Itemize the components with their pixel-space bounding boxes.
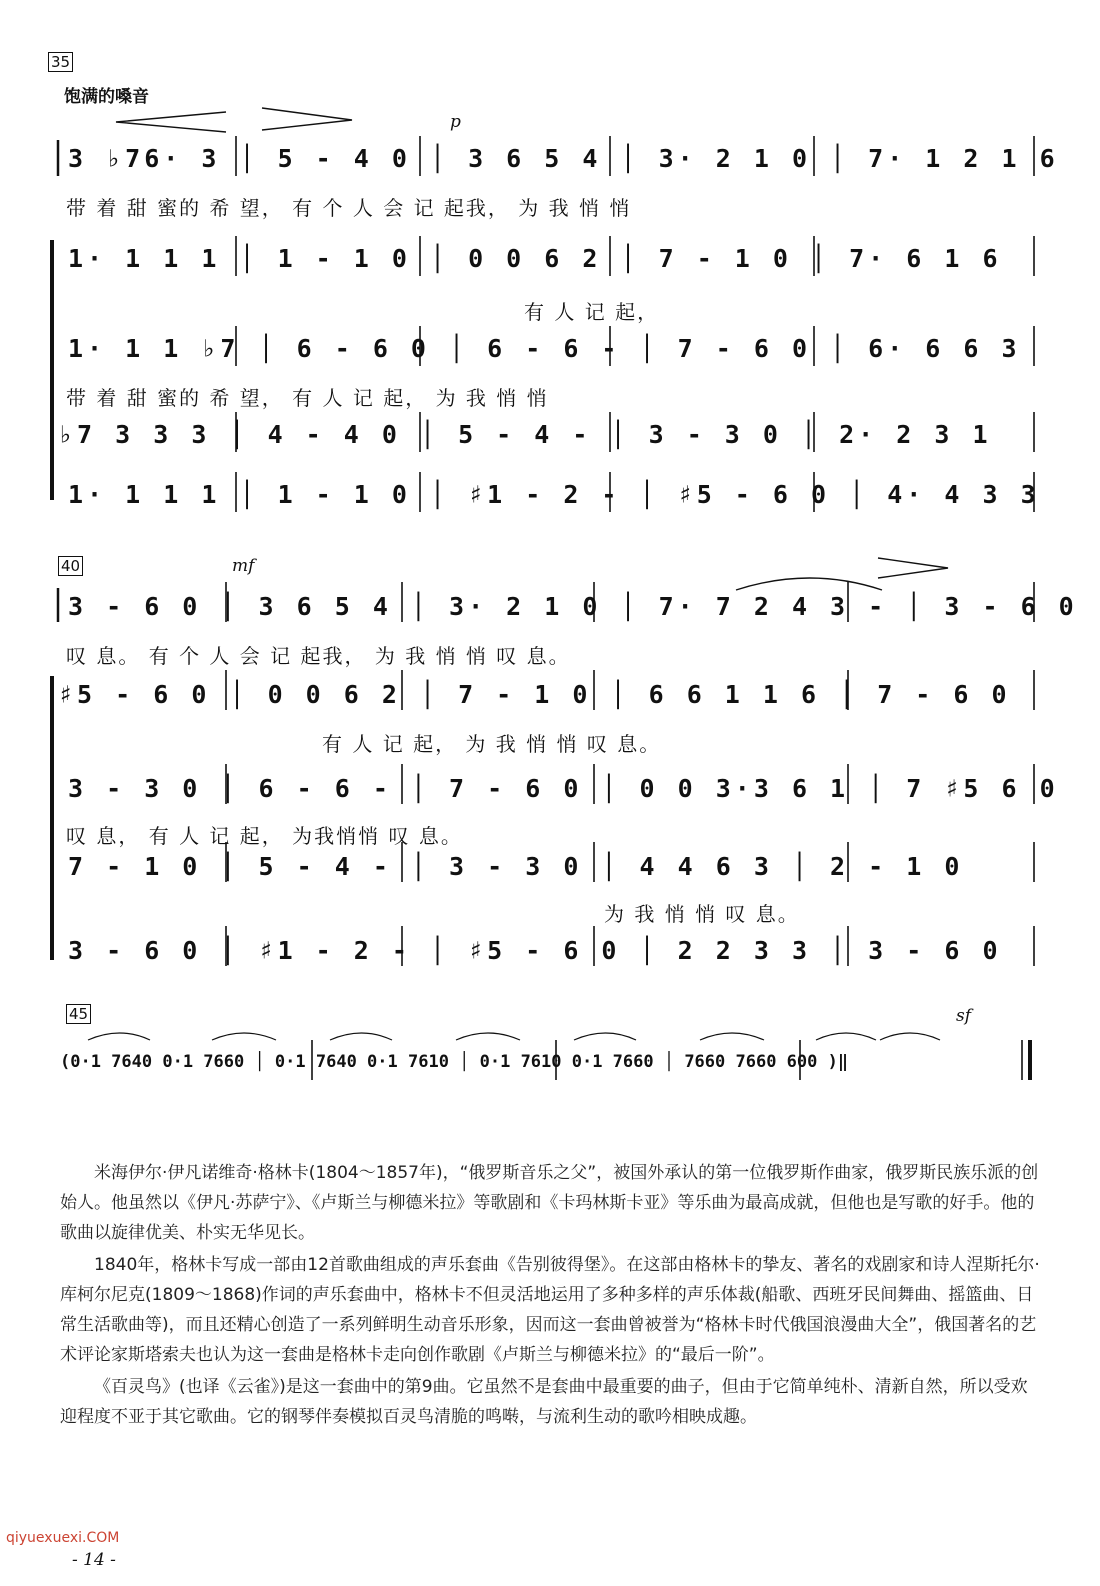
paragraph-3: 《百灵鸟》(也译《云雀》)是这一套曲中的第9曲。它虽然不是套曲中最重要的曲子，但由于它简单纯朴、清新自然，所以受欢迎程度不亚于其它歌曲。它的钢琴伴奏模拟百灵鸟清脆的鸣啭，与流利生动的歌吟相映成趣。 xyxy=(60,1377,1028,1427)
bass1-lyrics-2: 为 我 悄 悄 叹 息。 xyxy=(604,902,800,926)
dynamic-sf: sf xyxy=(956,1006,972,1026)
alto-notes-1: 1· 1 1 1 │ 1 - 1 0 │ 0 0 6 2 │ 7 - 1 0 │ 7· 6 1 6 xyxy=(68,244,1002,273)
bass2-notes-2: 3 - 6 0 │ ♯1 - 2 - │ ♯5 - 6 0 │ 2 2 3 3 │ 3 - 6 0 xyxy=(68,936,1002,965)
soprano-lyrics-1: 带 着 甜 蜜的 希 望， 有 个 人 会 记 起我， 为 我 悄 悄 xyxy=(66,196,632,220)
piano-accompaniment: (0·1 7640 0·1 7660 │ 0·1 7640 0·1 7610 │ 0·1 7610 0·1 7660 │ 7660 7660 600 )‖ xyxy=(60,1052,849,1072)
article-text xyxy=(60,1158,1040,1434)
tenor-lyrics-2: 叹 息， 有 人 记 起， 为我悄悄 叹 息。 xyxy=(66,824,463,848)
bass2-notes-1: 1· 1 1 1 │ 1 - 1 0 │ ♯1 - 2 - │ ♯5 - 6 0 │ 4· 4 3 3 xyxy=(68,480,1040,509)
bass1-notes-1: ♭7 3 3 3 │ 4 - 4 0 │ 5 - 4 - │ 3 - 3 0 │ 2· 2 3 1 xyxy=(58,420,992,449)
soprano-lyrics-2: 叹 息。 有 个 人 会 记 起我， 为 我 悄 悄 叹 息。 xyxy=(66,644,571,668)
soprano-notes-1: 3 ♭76· 3 │ 5 - 4 0 │ 3 6 5 4 │ 3· 2 1 0 │ 7· 1 2 1 6 xyxy=(68,144,1059,173)
tenor-notes-1: 1· 1 1 ♭7 │ 6 - 6 0 │ 6 - 6 - │ 7 - 6 0 │ 6· 6 6 3 xyxy=(68,334,1021,363)
alto-lyrics-2: 有 人 记 起， 为 我 悄 悄 叹 息。 xyxy=(322,732,662,756)
alto-notes-2: ♯5 - 6 0 │ 0 0 6 2 │ 7 - 1 0 │ 6 6 1 1 6 │ 7 - 6 0 xyxy=(58,680,1011,709)
dynamic-p: p xyxy=(450,112,461,132)
measure-number-40: 40 xyxy=(58,556,83,576)
watermark: qiyuexuexi.COM xyxy=(6,1530,120,1546)
paragraph-2: 1840年，格林卡写成一部由12首歌曲组成的声乐套曲《告别彼得堡》。在这部由格林卡的挚友、著名的戏剧家和诗人涅斯托尔·库柯尔尼克(1809～1868)作词的声乐套曲中，格林卡不但灵活地运用了多种多样的声乐体裁(船歌、西班牙民间舞曲、摇篮曲、日常生活歌曲等)，而且还精心创造了一系列鲜明生动音乐形象，因而这一套曲曾被誉为“格林卡时代俄国浪漫曲大全”，俄国著名的艺术评论家斯塔索夫也认为这一套曲是格林卡走向创作歌剧《卢斯兰与柳德米拉》的“最后一阶”。 xyxy=(60,1255,1040,1365)
soprano-notes-2: 3 - 6 0 │ 3 6 5 4 │ 3· 2 1 0 │ 7· 7 2 4 3 - │ 3 - 6 0 xyxy=(68,592,1078,621)
alto-lyrics-1: 有 人 记 起， xyxy=(524,300,660,324)
bass1-notes-2: 7 - 1 0 │ 5 - 4 - │ 3 - 3 0 │ 4 4 6 3 │ 2 - 1 0 xyxy=(68,852,964,881)
tenor-notes-2: 3 - 3 0 │ 6 - 6 - │ 7 - 6 0 │ 0 0 3·3 6 1 │ 7 ♯5 6 0 xyxy=(68,774,1059,803)
expression-marking: 饱满的嗓音 xyxy=(64,87,149,107)
paragraph-1: 米海伊尔·伊凡诺维奇·格林卡(1804～1857年)，“俄罗斯音乐之父”，被国外承认的第一位俄罗斯作曲家，俄罗斯民族乐派的创始人。他虽然以《伊凡·苏萨宁》、《卢斯兰与柳德米拉》等歌剧和《卡玛林斯卡亚》等乐曲为最高成就，但他也是写歌的好手。他的歌曲以旋律优美、朴实无华见长。 xyxy=(60,1163,1039,1243)
tenor-lyrics-1: 带 着 甜 蜜的 希 望， 有 人 记 起， 为 我 悄 悄 xyxy=(66,386,549,410)
measure-number-45: 45 xyxy=(66,1004,91,1024)
dynamic-mf: mf xyxy=(232,556,255,576)
page-number: - 14 - xyxy=(72,1550,116,1570)
measure-number-35: 35 xyxy=(48,52,73,72)
